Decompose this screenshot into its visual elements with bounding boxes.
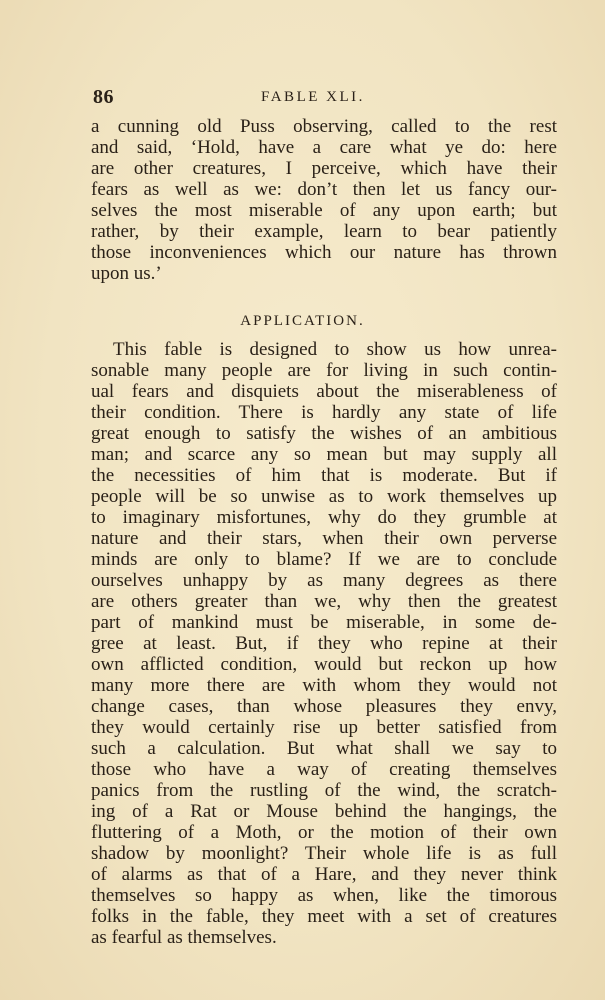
text-line: fluttering of a Moth, or the motion of their own — [91, 822, 557, 843]
text-line: nature and their stars, when their own perverse — [91, 528, 557, 549]
text-line: ual fears and disquiets about the miserableness of — [91, 381, 557, 402]
text-line: a cunning old Puss observing, called to the rest — [91, 116, 557, 137]
text-line: panics from the rustling of the wind, the scratch- — [91, 780, 557, 801]
text-line: This fable is designed to show us how unrea- — [113, 339, 557, 360]
text-line: they would certainly rise up better satisfied from — [91, 717, 557, 738]
text-line: man; and scarce any so mean but may supply all — [91, 444, 557, 465]
text-line: and said, ‘Hold, have a care what ye do: here — [91, 137, 557, 158]
text-line: fears as well as we: don’t then let us fancy our- — [91, 179, 557, 200]
text-line: rather, by their example, learn to bear patiently — [91, 221, 557, 242]
text-line: change cases, than whose pleasures they envy, — [91, 696, 557, 717]
text-line: as fearful as themselves. — [91, 927, 277, 948]
text-line: part of mankind must be miserable, in some de- — [91, 612, 557, 633]
text-line: their condition. There is hardly any state of life — [91, 402, 557, 423]
text-line: ing of a Rat or Mouse behind the hangings, the — [91, 801, 557, 822]
text-line: ourselves unhappy by as many degrees as there — [91, 570, 557, 591]
text-line: selves the most miserable of any upon earth; but — [91, 200, 557, 221]
section-heading: APPLICATION. — [240, 313, 365, 329]
text-line: are others greater than we, why then the greatest — [91, 591, 557, 612]
text-line: shadow by moonlight? Their whole life is as full — [91, 843, 557, 864]
text-line: themselves so happy as when, like the timorous — [91, 885, 557, 906]
text-line: people will be so unwise as to work themselves up — [91, 486, 557, 507]
text-line: are other creatures, I perceive, which have their — [91, 158, 557, 179]
running-title: FABLE XLI. — [261, 89, 365, 105]
text-line: gree at least. But, if they who repine at their — [91, 633, 557, 654]
text-line: folks in the fable, they meet with a set of creatures — [91, 906, 557, 927]
text-line: sonable many people are for living in such contin- — [91, 360, 557, 381]
text-line: many more there are with whom they would not — [91, 675, 557, 696]
text-line: own afflicted condition, would but reckon up how — [91, 654, 557, 675]
text-line: such a calculation. But what shall we say to — [91, 738, 557, 759]
text-line: the necessities of him that is moderate. But if — [91, 465, 557, 486]
text-line: minds are only to blame? If we are to conclude — [91, 549, 557, 570]
text-line: upon us.’ — [91, 263, 162, 284]
text-line: of alarms as that of a Hare, and they never think — [91, 864, 557, 885]
page-header — [93, 86, 535, 110]
page-number: 86 — [93, 86, 114, 108]
text-line: those inconveniences which our nature has thrown — [91, 242, 557, 263]
fable-text — [91, 116, 557, 284]
application-text — [91, 339, 557, 948]
text-line: great enough to satisfy the wishes of an ambitious — [91, 423, 557, 444]
text-line: those who have a way of creating themselves — [91, 759, 557, 780]
text-line: to imaginary misfortunes, why do they grumble at — [91, 507, 557, 528]
